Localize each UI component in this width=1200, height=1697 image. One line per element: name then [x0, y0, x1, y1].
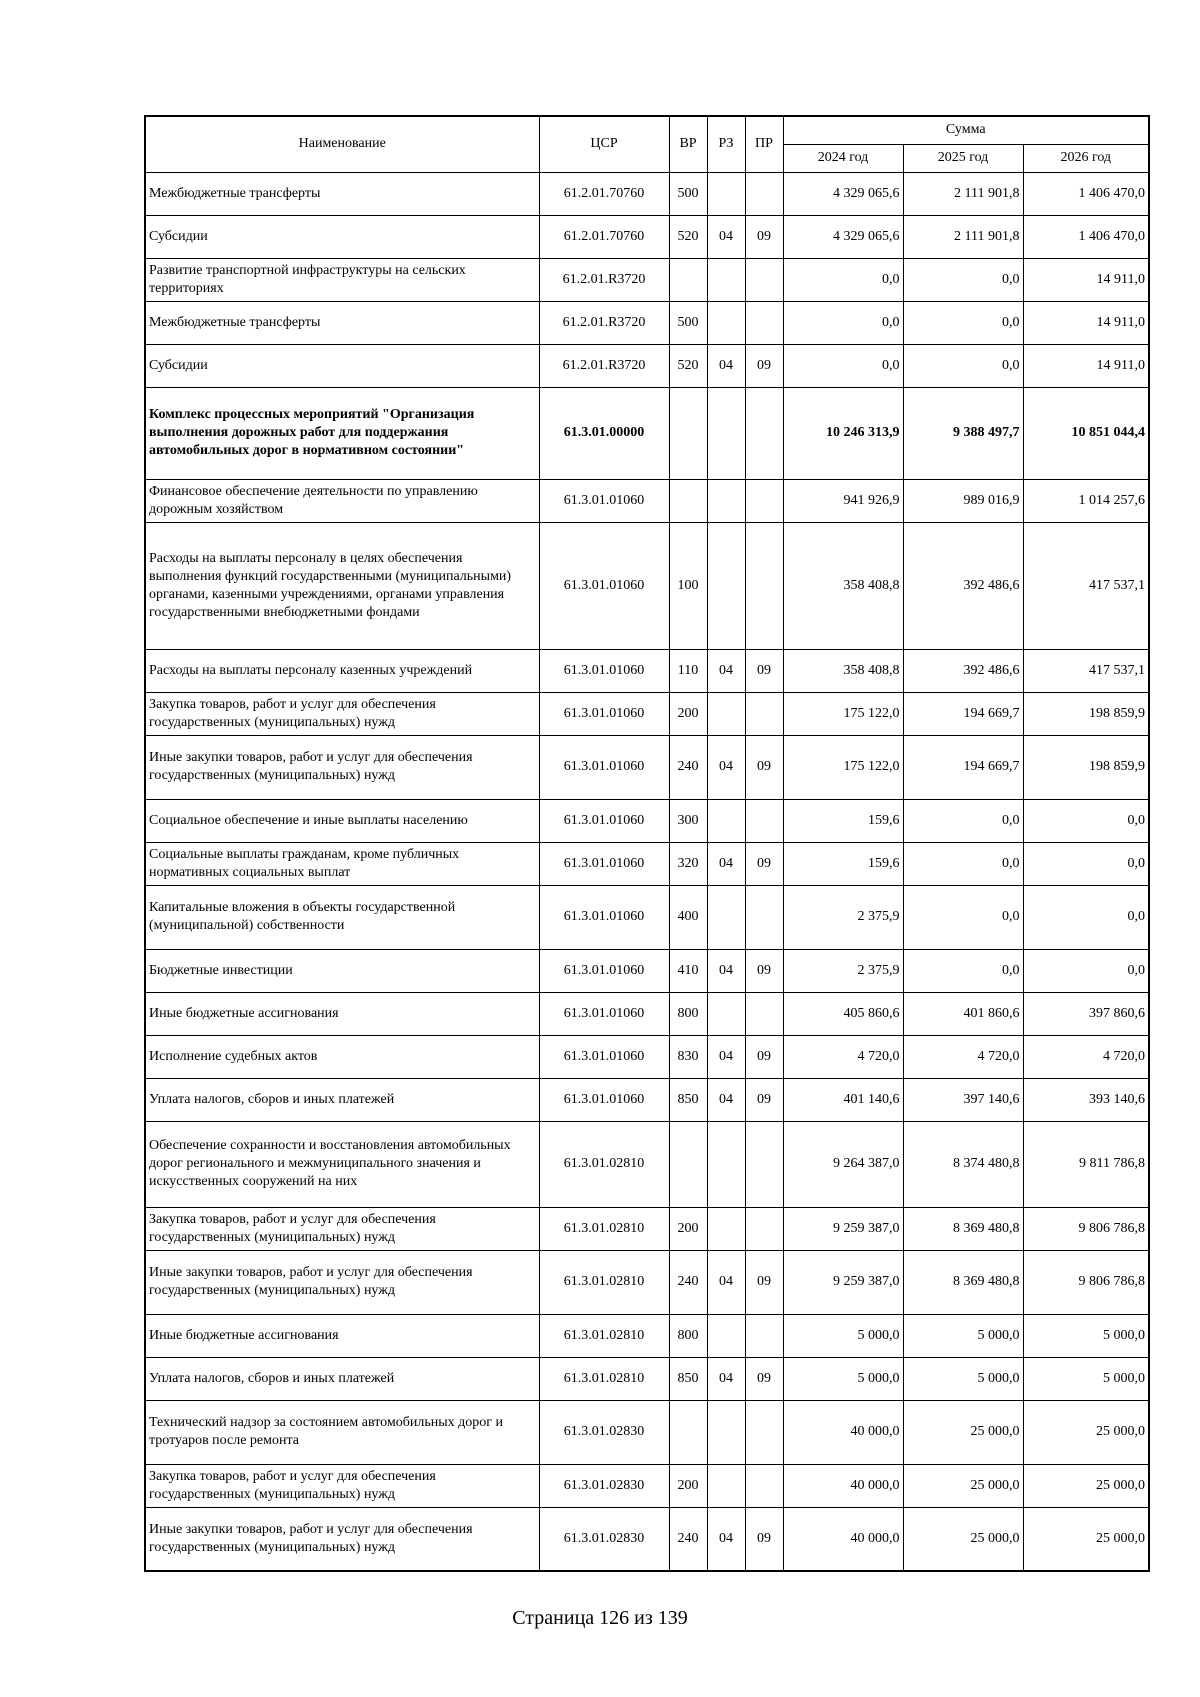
cell-vr: 240 — [669, 735, 707, 799]
cell-rz — [707, 1314, 745, 1357]
cell-rz: 04 — [707, 1507, 745, 1571]
cell-vr: 100 — [669, 522, 707, 649]
cell-csr: 61.3.01.02830 — [539, 1507, 669, 1571]
cell-y2024: 40 000,0 — [783, 1507, 903, 1571]
cell-rz — [707, 1464, 745, 1507]
cell-y2026: 198 859,9 — [1023, 692, 1149, 735]
cell-y2025: 0,0 — [903, 842, 1023, 885]
cell-csr: 61.3.01.00000 — [539, 387, 669, 479]
cell-pr — [745, 885, 783, 949]
cell-pr — [745, 1400, 783, 1464]
cell-name: Субсидии — [145, 215, 539, 258]
cell-y2024: 358 408,8 — [783, 522, 903, 649]
cell-name: Субсидии — [145, 344, 539, 387]
cell-name: Закупка товаров, работ и услуг для обеспечения государственных (муниципальных) нужд — [145, 1207, 539, 1250]
cell-y2026: 417 537,1 — [1023, 522, 1149, 649]
cell-csr: 61.2.01.R3720 — [539, 344, 669, 387]
cell-y2024: 2 375,9 — [783, 885, 903, 949]
cell-csr: 61.3.01.02810 — [539, 1357, 669, 1400]
cell-vr: 400 — [669, 885, 707, 949]
cell-pr — [745, 799, 783, 842]
cell-name: Иные бюджетные ассигнования — [145, 1314, 539, 1357]
cell-csr: 61.3.01.02810 — [539, 1121, 669, 1207]
cell-y2025: 5 000,0 — [903, 1357, 1023, 1400]
cell-rz: 04 — [707, 949, 745, 992]
cell-vr: 240 — [669, 1250, 707, 1314]
cell-y2024: 0,0 — [783, 258, 903, 301]
cell-vr: 110 — [669, 649, 707, 692]
table-row — [145, 992, 1149, 1035]
cell-vr: 200 — [669, 692, 707, 735]
cell-y2025: 2 111 901,8 — [903, 215, 1023, 258]
cell-pr — [745, 692, 783, 735]
cell-y2025: 25 000,0 — [903, 1507, 1023, 1571]
cell-y2025: 25 000,0 — [903, 1464, 1023, 1507]
cell-pr: 09 — [745, 1357, 783, 1400]
table-header — [145, 116, 1149, 172]
cell-pr — [745, 1314, 783, 1357]
cell-y2025: 0,0 — [903, 949, 1023, 992]
cell-vr: 800 — [669, 1314, 707, 1357]
cell-pr — [745, 992, 783, 1035]
cell-csr: 61.2.01.70760 — [539, 215, 669, 258]
cell-rz — [707, 692, 745, 735]
cell-pr: 09 — [745, 735, 783, 799]
cell-rz — [707, 885, 745, 949]
cell-y2026: 417 537,1 — [1023, 649, 1149, 692]
table-row — [145, 735, 1149, 799]
cell-rz: 04 — [707, 735, 745, 799]
header-2024: 2024 год — [783, 144, 903, 172]
cell-y2025: 194 669,7 — [903, 692, 1023, 735]
table-row — [145, 1207, 1149, 1250]
cell-rz — [707, 479, 745, 522]
cell-pr: 09 — [745, 1035, 783, 1078]
table-row — [145, 172, 1149, 215]
cell-y2024: 4 329 065,6 — [783, 215, 903, 258]
cell-y2026: 25 000,0 — [1023, 1400, 1149, 1464]
cell-csr: 61.3.01.01060 — [539, 885, 669, 949]
cell-rz: 04 — [707, 215, 745, 258]
header-pr: ПР — [745, 116, 783, 172]
cell-csr: 61.3.01.02830 — [539, 1464, 669, 1507]
cell-rz — [707, 522, 745, 649]
cell-vr: 300 — [669, 799, 707, 842]
cell-csr: 61.3.01.01060 — [539, 1035, 669, 1078]
cell-csr: 61.3.01.01060 — [539, 949, 669, 992]
cell-y2024: 9 259 387,0 — [783, 1250, 903, 1314]
cell-y2026: 0,0 — [1023, 885, 1149, 949]
cell-y2025: 392 486,6 — [903, 649, 1023, 692]
cell-csr: 61.3.01.02810 — [539, 1207, 669, 1250]
cell-y2025: 0,0 — [903, 799, 1023, 842]
cell-vr: 500 — [669, 172, 707, 215]
cell-rz: 04 — [707, 1035, 745, 1078]
cell-y2024: 40 000,0 — [783, 1400, 903, 1464]
cell-name: Иные закупки товаров, работ и услуг для обеспечения государственных (муниципальных) нужд — [145, 1250, 539, 1314]
cell-name: Технический надзор за состоянием автомобильных дорог и тротуаров после ремонта — [145, 1400, 539, 1464]
cell-name: Закупка товаров, работ и услуг для обеспечения государственных (муниципальных) нужд — [145, 1464, 539, 1507]
table-row — [145, 215, 1149, 258]
page-number: Страница 126 из 139 — [512, 1607, 688, 1629]
table-row — [145, 1357, 1149, 1400]
cell-y2025: 8 374 480,8 — [903, 1121, 1023, 1207]
cell-rz: 04 — [707, 1078, 745, 1121]
cell-y2026: 1 406 470,0 — [1023, 172, 1149, 215]
cell-name: Межбюджетные трансферты — [145, 301, 539, 344]
cell-csr: 61.3.01.01060 — [539, 649, 669, 692]
cell-y2025: 989 016,9 — [903, 479, 1023, 522]
table-row — [145, 301, 1149, 344]
cell-rz — [707, 172, 745, 215]
cell-y2025: 0,0 — [903, 344, 1023, 387]
cell-y2024: 358 408,8 — [783, 649, 903, 692]
table-row — [145, 1121, 1149, 1207]
cell-pr — [745, 1207, 783, 1250]
cell-pr — [745, 172, 783, 215]
table-row — [145, 1250, 1149, 1314]
cell-y2026: 393 140,6 — [1023, 1078, 1149, 1121]
cell-csr: 61.3.01.01060 — [539, 692, 669, 735]
cell-rz — [707, 387, 745, 479]
cell-vr — [669, 1400, 707, 1464]
cell-pr: 09 — [745, 1250, 783, 1314]
cell-y2024: 9 264 387,0 — [783, 1121, 903, 1207]
cell-rz — [707, 1121, 745, 1207]
cell-y2024: 941 926,9 — [783, 479, 903, 522]
table-row — [145, 387, 1149, 479]
cell-rz: 04 — [707, 649, 745, 692]
cell-csr: 61.2.01.R3720 — [539, 301, 669, 344]
cell-rz: 04 — [707, 344, 745, 387]
cell-y2024: 175 122,0 — [783, 692, 903, 735]
cell-name: Обеспечение сохранности и восстановления автомобильных дорог регионального и межмуниципального значения и искусственных сооружений на них — [145, 1121, 539, 1207]
table-row — [145, 1464, 1149, 1507]
cell-csr: 61.3.01.02830 — [539, 1400, 669, 1464]
cell-y2026: 0,0 — [1023, 949, 1149, 992]
cell-y2025: 392 486,6 — [903, 522, 1023, 649]
cell-rz — [707, 258, 745, 301]
table-row — [145, 692, 1149, 735]
cell-csr: 61.3.01.01060 — [539, 735, 669, 799]
cell-pr: 09 — [745, 344, 783, 387]
cell-vr: 240 — [669, 1507, 707, 1571]
table-row — [145, 1507, 1149, 1571]
cell-vr: 800 — [669, 992, 707, 1035]
cell-csr: 61.3.01.01060 — [539, 479, 669, 522]
cell-y2026: 198 859,9 — [1023, 735, 1149, 799]
cell-pr: 09 — [745, 1507, 783, 1571]
cell-rz — [707, 1400, 745, 1464]
cell-pr: 09 — [745, 649, 783, 692]
cell-y2025: 9 388 497,7 — [903, 387, 1023, 479]
cell-rz: 04 — [707, 1357, 745, 1400]
cell-y2024: 405 860,6 — [783, 992, 903, 1035]
cell-vr: 500 — [669, 301, 707, 344]
cell-rz: 04 — [707, 1250, 745, 1314]
cell-y2024: 4 720,0 — [783, 1035, 903, 1078]
cell-pr — [745, 1121, 783, 1207]
cell-rz — [707, 1207, 745, 1250]
cell-name: Расходы на выплаты персоналу казенных учреждений — [145, 649, 539, 692]
cell-vr: 850 — [669, 1078, 707, 1121]
cell-name: Развитие транспортной инфраструктуры на сельских территориях — [145, 258, 539, 301]
cell-name: Уплата налогов, сборов и иных платежей — [145, 1357, 539, 1400]
cell-vr — [669, 387, 707, 479]
table-row — [145, 258, 1149, 301]
cell-csr: 61.2.01.70760 — [539, 172, 669, 215]
cell-csr: 61.3.01.02810 — [539, 1314, 669, 1357]
cell-csr: 61.3.01.02810 — [539, 1250, 669, 1314]
table-row — [145, 799, 1149, 842]
table-row — [145, 949, 1149, 992]
cell-y2026: 4 720,0 — [1023, 1035, 1149, 1078]
cell-y2026: 0,0 — [1023, 799, 1149, 842]
cell-name: Иные бюджетные ассигнования — [145, 992, 539, 1035]
cell-y2026: 9 811 786,8 — [1023, 1121, 1149, 1207]
cell-y2025: 8 369 480,8 — [903, 1207, 1023, 1250]
cell-pr: 09 — [745, 842, 783, 885]
cell-vr — [669, 1121, 707, 1207]
cell-vr — [669, 258, 707, 301]
table-row — [145, 885, 1149, 949]
table-row — [145, 649, 1149, 692]
header-csr: ЦСР — [539, 116, 669, 172]
cell-y2024: 5 000,0 — [783, 1357, 903, 1400]
cell-y2026: 14 911,0 — [1023, 301, 1149, 344]
cell-rz — [707, 992, 745, 1035]
budget-table — [144, 115, 1150, 1572]
cell-name: Иные закупки товаров, работ и услуг для обеспечения государственных (муниципальных) нужд — [145, 735, 539, 799]
cell-vr: 200 — [669, 1207, 707, 1250]
cell-vr: 850 — [669, 1357, 707, 1400]
cell-vr: 830 — [669, 1035, 707, 1078]
cell-rz — [707, 301, 745, 344]
cell-y2026: 9 806 786,8 — [1023, 1207, 1149, 1250]
cell-y2024: 5 000,0 — [783, 1314, 903, 1357]
cell-y2026: 25 000,0 — [1023, 1507, 1149, 1571]
cell-name: Иные закупки товаров, работ и услуг для обеспечения государственных (муниципальных) нужд — [145, 1507, 539, 1571]
cell-pr — [745, 522, 783, 649]
cell-y2024: 159,6 — [783, 799, 903, 842]
cell-y2026: 14 911,0 — [1023, 344, 1149, 387]
cell-y2024: 0,0 — [783, 301, 903, 344]
cell-csr: 61.3.01.01060 — [539, 522, 669, 649]
cell-csr: 61.3.01.01060 — [539, 992, 669, 1035]
cell-y2026: 9 806 786,8 — [1023, 1250, 1149, 1314]
table-row — [145, 479, 1149, 522]
table-row — [145, 1035, 1149, 1078]
cell-y2026: 25 000,0 — [1023, 1464, 1149, 1507]
cell-pr — [745, 479, 783, 522]
cell-y2024: 175 122,0 — [783, 735, 903, 799]
cell-y2024: 159,6 — [783, 842, 903, 885]
cell-y2025: 0,0 — [903, 258, 1023, 301]
header-2026: 2026 год — [1023, 144, 1149, 172]
cell-y2026: 14 911,0 — [1023, 258, 1149, 301]
table-row — [145, 1314, 1149, 1357]
cell-y2026: 5 000,0 — [1023, 1357, 1149, 1400]
cell-name: Уплата налогов, сборов и иных платежей — [145, 1078, 539, 1121]
cell-name: Социальные выплаты гражданам, кроме публичных нормативных социальных выплат — [145, 842, 539, 885]
cell-name: Бюджетные инвестиции — [145, 949, 539, 992]
cell-y2025: 25 000,0 — [903, 1400, 1023, 1464]
cell-csr: 61.3.01.01060 — [539, 1078, 669, 1121]
cell-vr: 320 — [669, 842, 707, 885]
cell-pr — [745, 387, 783, 479]
cell-y2024: 10 246 313,9 — [783, 387, 903, 479]
cell-y2024: 9 259 387,0 — [783, 1207, 903, 1250]
cell-name: Капитальные вложения в объекты государственной (муниципальной) собственности — [145, 885, 539, 949]
cell-y2026: 10 851 044,4 — [1023, 387, 1149, 479]
cell-y2025: 401 860,6 — [903, 992, 1023, 1035]
cell-name: Расходы на выплаты персоналу в целях обеспечения выполнения функций государственными (муниципальными) органами, казенными учреждениями, органами управления государственными внебюджетными фондами — [145, 522, 539, 649]
cell-pr — [745, 258, 783, 301]
table-body — [145, 172, 1149, 1571]
header-2025: 2025 год — [903, 144, 1023, 172]
header-rz: РЗ — [707, 116, 745, 172]
cell-y2025: 397 140,6 — [903, 1078, 1023, 1121]
cell-name: Межбюджетные трансферты — [145, 172, 539, 215]
cell-name: Финансовое обеспечение деятельности по управлению дорожным хозяйством — [145, 479, 539, 522]
cell-vr: 410 — [669, 949, 707, 992]
cell-name: Исполнение судебных актов — [145, 1035, 539, 1078]
cell-y2025: 5 000,0 — [903, 1314, 1023, 1357]
cell-name: Закупка товаров, работ и услуг для обеспечения государственных (муниципальных) нужд — [145, 692, 539, 735]
cell-vr: 200 — [669, 1464, 707, 1507]
header-sum: Сумма — [783, 116, 1149, 144]
table-row — [145, 344, 1149, 387]
cell-y2024: 0,0 — [783, 344, 903, 387]
cell-y2025: 0,0 — [903, 301, 1023, 344]
cell-pr: 09 — [745, 215, 783, 258]
cell-vr: 520 — [669, 215, 707, 258]
cell-csr: 61.2.01.R3720 — [539, 258, 669, 301]
cell-vr — [669, 479, 707, 522]
cell-pr — [745, 301, 783, 344]
table-row — [145, 842, 1149, 885]
cell-pr: 09 — [745, 949, 783, 992]
cell-y2024: 401 140,6 — [783, 1078, 903, 1121]
cell-y2024: 4 329 065,6 — [783, 172, 903, 215]
cell-y2026: 397 860,6 — [1023, 992, 1149, 1035]
cell-y2026: 5 000,0 — [1023, 1314, 1149, 1357]
table-row — [145, 1400, 1149, 1464]
table-row — [145, 522, 1149, 649]
cell-y2025: 4 720,0 — [903, 1035, 1023, 1078]
cell-y2025: 2 111 901,8 — [903, 172, 1023, 215]
table-row — [145, 1078, 1149, 1121]
cell-y2026: 1 406 470,0 — [1023, 215, 1149, 258]
cell-y2024: 2 375,9 — [783, 949, 903, 992]
cell-y2025: 0,0 — [903, 885, 1023, 949]
cell-y2024: 40 000,0 — [783, 1464, 903, 1507]
cell-y2026: 1 014 257,6 — [1023, 479, 1149, 522]
cell-y2025: 194 669,7 — [903, 735, 1023, 799]
cell-csr: 61.3.01.01060 — [539, 799, 669, 842]
cell-csr: 61.3.01.01060 — [539, 842, 669, 885]
header-name: Наименование — [145, 116, 539, 172]
cell-name: Социальное обеспечение и иные выплаты населению — [145, 799, 539, 842]
cell-rz — [707, 799, 745, 842]
cell-name: Комплекс процессных мероприятий "Организация выполнения дорожных работ для поддержания автомобильных дорог в нормативном состоянии" — [145, 387, 539, 479]
cell-pr: 09 — [745, 1078, 783, 1121]
cell-pr — [745, 1464, 783, 1507]
cell-vr: 520 — [669, 344, 707, 387]
header-vr: ВР — [669, 116, 707, 172]
cell-y2026: 0,0 — [1023, 842, 1149, 885]
cell-y2025: 8 369 480,8 — [903, 1250, 1023, 1314]
cell-rz: 04 — [707, 842, 745, 885]
